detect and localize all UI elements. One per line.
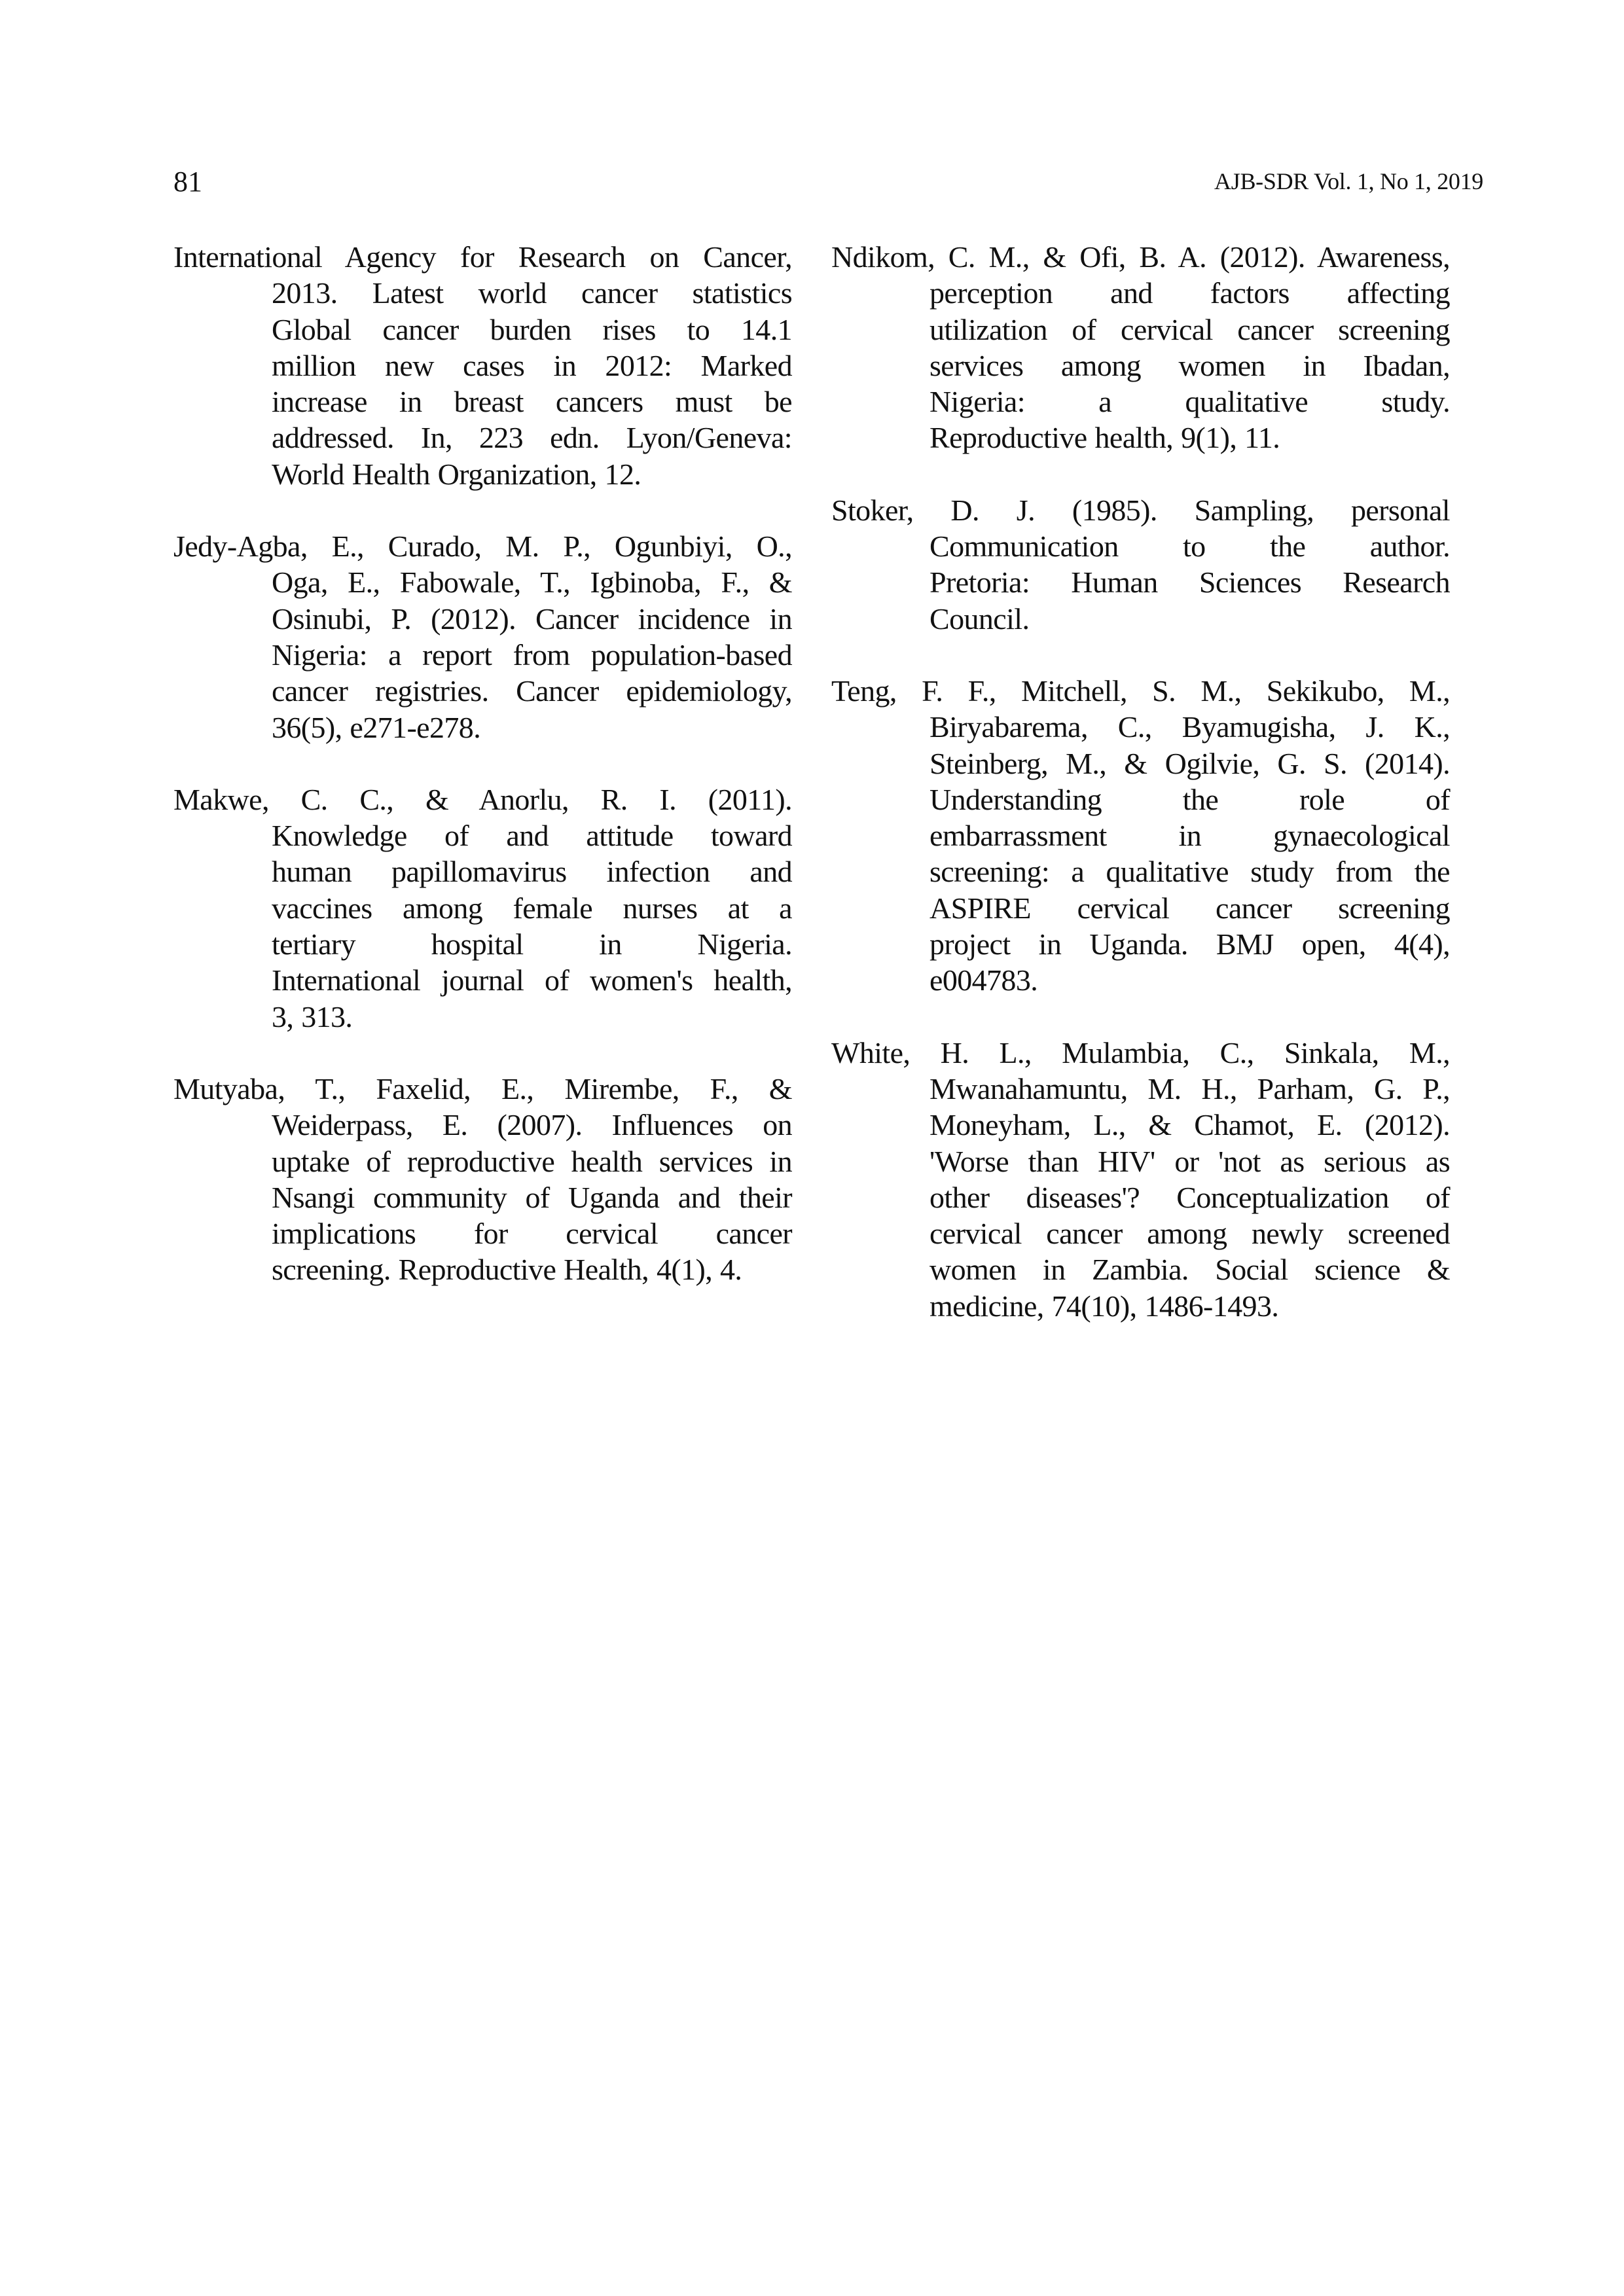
reference-line: cervical cancer among newly screened: [929, 1217, 1450, 1251]
reference-line: Nsangi community of Uganda and their: [272, 1180, 792, 1214]
reference-line: International journal of women's health,: [272, 963, 792, 997]
reference-line: Communication to the author.: [929, 529, 1450, 564]
reference-first-line: Makwe, C. C., & Anorlu, R. I. (2011).: [173, 782, 792, 816]
reference-line: Osinubi, P. (2012). Cancer incidence in: [272, 601, 792, 636]
reference-entry: [831, 239, 1450, 456]
references-column-left: [173, 239, 792, 1324]
reference-line: e004783.: [929, 963, 1038, 997]
reference-line: Pretoria: Human Sciences Research: [929, 565, 1450, 600]
reference-line: Oga, E., Fabowale, T., Igbinoba, F., &: [272, 565, 792, 600]
reference-line: 2013. Latest world cancer statistics: [272, 276, 792, 310]
reference-line: cancer registries. Cancer epidemiology,: [272, 674, 792, 708]
running-head: AJB-SDR Vol. 1, No 1, 2019: [1214, 168, 1483, 194]
reference-line: million new cases in 2012: Marked: [272, 348, 792, 382]
reference-line: 36(5), e271-e278.: [272, 710, 481, 744]
reference-first-line: Mutyaba, T., Faxelid, E., Mirembe, F., &: [173, 1071, 792, 1105]
reference-line: addressed. In, 223 edn. Lyon/Geneva:: [272, 421, 792, 455]
reference-line: uptake of reproductive health services in: [272, 1144, 792, 1178]
reference-entry: [173, 239, 792, 492]
page-number: 81: [173, 166, 202, 198]
reference-line: Mwanahamuntu, M. H., Parham, G. P.,: [929, 1071, 1450, 1105]
reference-line: Global cancer burden rises to 14.1: [272, 312, 792, 346]
reference-line: screening: a qualitative study from the: [929, 855, 1450, 889]
reference-line: Understanding the role of: [929, 782, 1450, 816]
reference-line: Nigeria: a qualitative study.: [929, 385, 1450, 419]
reference-entry: [173, 1071, 792, 1288]
reference-line: increase in breast cancers must be: [272, 385, 792, 419]
reference-line: embarrassment in gynaecological: [929, 819, 1450, 853]
reference-line: implications for cervical cancer: [272, 1217, 792, 1251]
reference-line: project in Uganda. BMJ open, 4(4),: [929, 927, 1450, 961]
reference-first-line: Ndikom, C. M., & Ofi, B. A. (2012). Awareness,: [831, 240, 1450, 274]
reference-line: Steinberg, M., & Ogilvie, G. S. (2014).: [929, 746, 1450, 780]
reference-line: medicine, 74(10), 1486-1493.: [929, 1289, 1279, 1323]
reference-line: Nigeria: a report from population-based: [272, 637, 792, 672]
reference-line: Moneyham, L., & Chamot, E. (2012).: [929, 1108, 1450, 1142]
reference-line: Council.: [929, 601, 1030, 636]
reference-line: perception and factors affecting: [929, 276, 1450, 310]
reference-line: human papillomavirus infection and: [272, 855, 792, 889]
reference-line: tertiary hospital in Nigeria.: [272, 927, 792, 961]
reference-first-line: Stoker, D. J. (1985). Sampling, personal: [831, 493, 1450, 527]
reference-line: Reproductive health, 9(1), 11.: [929, 421, 1280, 455]
reference-entry: [831, 673, 1450, 999]
reference-first-line: Teng, F. F., Mitchell, S. M., Sekikubo, M.,: [831, 673, 1450, 708]
reference-line: ASPIRE cervical cancer screening: [929, 891, 1450, 925]
reference-first-line: International Agency for Research on Cancer,: [173, 240, 792, 274]
reference-line: Biryabarema, C., Byamugisha, J. K.,: [929, 710, 1450, 744]
reference-line: Weiderpass, E. (2007). Influences on: [272, 1108, 792, 1142]
reference-first-line: Jedy-Agba, E., Curado, M. P., Ogunbiyi, O.,: [173, 529, 792, 564]
reference-entry: [173, 781, 792, 1035]
reference-first-line: White, H. L., Mulambia, C., Sinkala, M.,: [831, 1035, 1450, 1069]
references-column-right: [831, 239, 1450, 1360]
reference-line: World Health Organization, 12.: [272, 457, 641, 491]
reference-line: 3, 313.: [272, 999, 353, 1033]
reference-line: vaccines among female nurses at a: [272, 891, 792, 925]
reference-line: Knowledge of and attitude toward: [272, 819, 792, 853]
reference-line: screening. Reproductive Health, 4(1), 4.: [272, 1253, 742, 1287]
reference-line: women in Zambia. Social science &: [929, 1253, 1450, 1287]
reference-line: other diseases'? Conceptualization of: [929, 1180, 1450, 1214]
reference-entry: [831, 492, 1450, 637]
reference-line: services among women in Ibadan,: [929, 348, 1450, 382]
reference-line: utilization of cervical cancer screening: [929, 312, 1450, 346]
reference-entry: [173, 528, 792, 745]
reference-entry: [831, 1035, 1450, 1324]
reference-line: 'Worse than HIV' or 'not as serious as: [929, 1144, 1450, 1178]
